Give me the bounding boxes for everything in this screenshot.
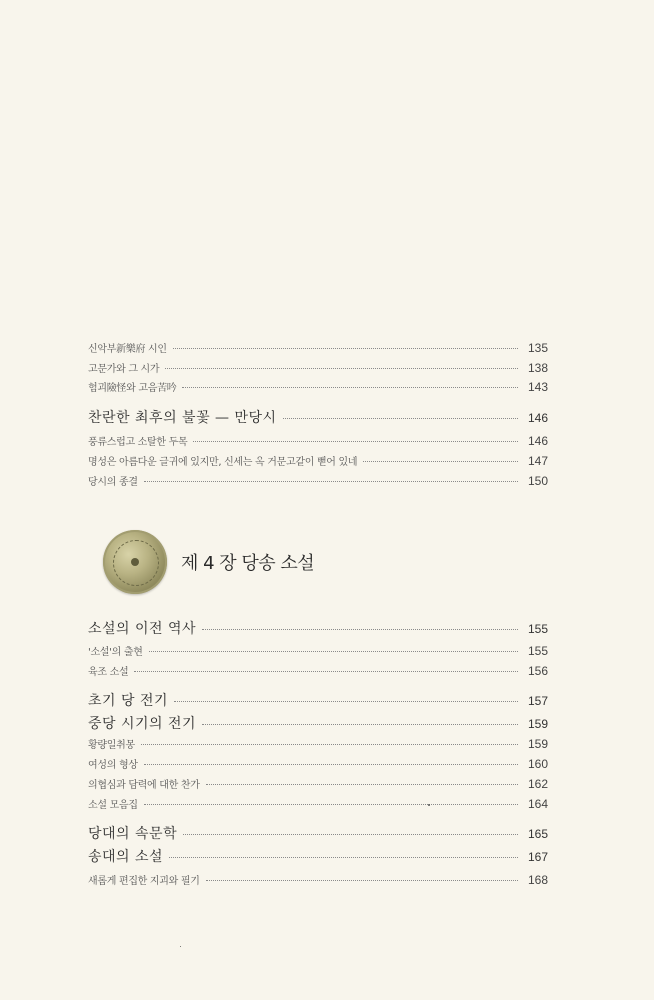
- toc-heading-title: 찬란한 최후의 불꽃 — 만당시: [88, 410, 277, 426]
- toc-entry-title: '소설'의 출현: [88, 647, 143, 658]
- toc-heading-title: 중당 시기의 전기: [88, 716, 197, 732]
- toc-page-number: 168: [527, 873, 548, 887]
- toc-page-number: 160: [527, 757, 548, 771]
- toc-heading-title: 당대의 속문학: [88, 826, 178, 842]
- toc-page-number: 138: [527, 361, 548, 375]
- leader-dots: [174, 701, 518, 702]
- leader-dots: [144, 764, 518, 765]
- toc-page-number: 157: [527, 694, 548, 708]
- toc-entry: [88, 796, 548, 811]
- toc-page-number: 162: [527, 777, 548, 791]
- toc-entry: [88, 453, 548, 468]
- toc-page-number: 164: [527, 797, 548, 811]
- leader-dots: [202, 724, 518, 725]
- toc-heading-title: 송대의 소설: [88, 849, 164, 865]
- leader-dots: [193, 441, 518, 442]
- toc-heading-title: 초기 당 전기: [88, 693, 169, 709]
- toc-page-number: 156: [527, 664, 548, 678]
- toc-entry: [88, 433, 548, 448]
- toc-page-number: 159: [527, 737, 548, 751]
- toc-heading: [88, 846, 548, 866]
- toc-entry-title: 여성의 형상: [88, 760, 138, 771]
- toc-entry: [88, 360, 548, 375]
- paper-speck: [428, 804, 430, 806]
- toc-page-number: 135: [527, 341, 548, 355]
- toc-page-number: 165: [527, 827, 548, 841]
- toc-heading: [88, 713, 548, 733]
- bronze-mirror-icon: [103, 530, 167, 594]
- leader-dots: [173, 348, 518, 349]
- chapter-title: 제 4 장 당송 소설: [181, 553, 315, 574]
- toc-entry-title: 당시의 종결: [88, 477, 138, 488]
- leader-dots: [149, 651, 518, 652]
- toc-heading: [88, 823, 548, 843]
- leader-dots: [144, 804, 518, 805]
- toc-entry-title: 새롭게 편집한 지괴와 필기: [88, 876, 200, 887]
- leader-dots: [165, 368, 518, 369]
- toc-entry: [88, 379, 548, 394]
- toc-heading-title: 소설의 이전 역사: [88, 621, 197, 637]
- toc-page-number: 146: [527, 411, 548, 425]
- leader-dots: [169, 857, 518, 858]
- toc-entry-title: 명성은 아름다운 글귀에 있지만, 신세는 옥 거문고같이 뻗어 있네: [88, 457, 358, 468]
- toc-entry-title: 고문가와 그 시가: [88, 364, 160, 375]
- toc-entry-title: 의협심과 담력에 대한 찬가: [88, 780, 200, 791]
- leader-dots: [182, 387, 518, 388]
- toc-entry-title: 소설 모음집: [88, 800, 138, 811]
- leader-dots: [134, 671, 518, 672]
- leader-dots: [183, 834, 518, 835]
- toc-entry-title: 험괴險怪와 고음苦吟: [88, 383, 177, 394]
- toc-page-number: 155: [527, 622, 548, 636]
- leader-dots: [144, 481, 518, 482]
- leader-dots: [206, 784, 518, 785]
- toc-entry: [88, 643, 548, 658]
- toc-entry-title: 풍류스럽고 소탈한 두목: [88, 437, 188, 448]
- toc-entry: [88, 663, 548, 678]
- toc-page-number: 147: [527, 454, 548, 468]
- toc-page-number: 167: [527, 850, 548, 864]
- leader-dots: [202, 629, 518, 630]
- toc-entry-title: 황량일취몽: [88, 740, 135, 751]
- toc-entry-title: 육조 소설: [88, 667, 129, 678]
- leader-dots: [363, 461, 518, 462]
- toc-entry: [88, 756, 548, 771]
- toc-entry-title: 신악부新樂府 시인: [88, 344, 167, 355]
- toc-page-number: 143: [527, 380, 548, 394]
- toc-heading: [88, 618, 548, 638]
- toc-page-number: 159: [527, 717, 548, 731]
- chapter-heading: [103, 530, 314, 594]
- leader-dots: [141, 744, 518, 745]
- toc-entry: [88, 340, 548, 355]
- toc-entry: [88, 776, 548, 791]
- toc-entry: [88, 473, 548, 488]
- paper-speck: [180, 946, 181, 947]
- toc-heading: [88, 407, 548, 427]
- toc-entry: [88, 736, 548, 751]
- leader-dots: [283, 418, 518, 419]
- toc-page-number: 155: [527, 644, 548, 658]
- toc-page-number: 146: [527, 434, 548, 448]
- toc-page-number: 150: [527, 474, 548, 488]
- toc-entry: [88, 872, 548, 887]
- leader-dots: [206, 880, 518, 881]
- toc-heading: [88, 690, 548, 710]
